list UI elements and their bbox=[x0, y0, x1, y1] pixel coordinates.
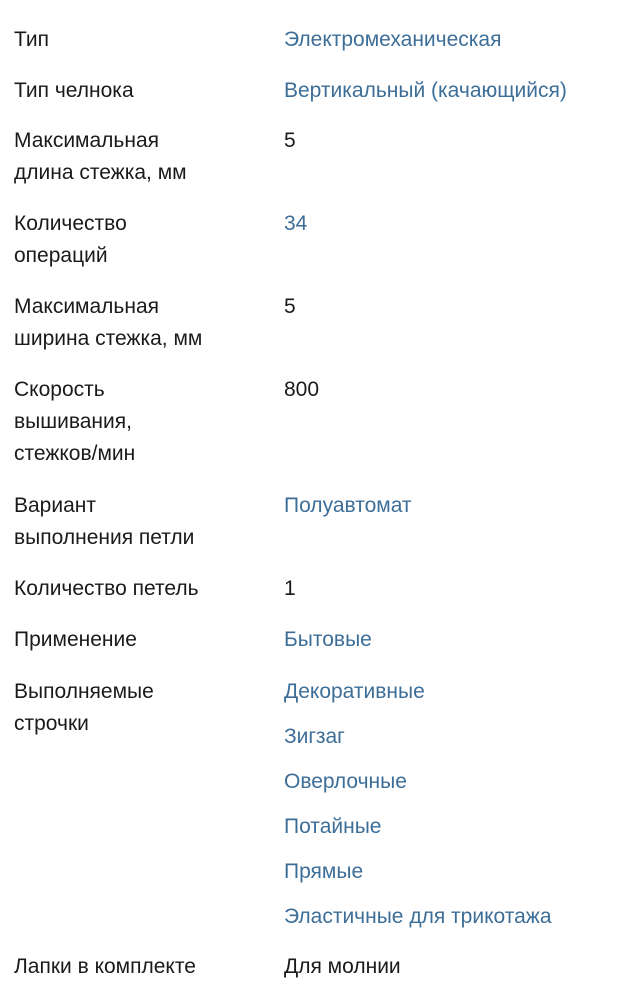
spec-value-link[interactable]: Электромеханическая bbox=[284, 28, 502, 51]
stitch-link[interactable]: Эластичные для трикотажа bbox=[284, 905, 552, 928]
spec-value-link[interactable]: Полуавтомат bbox=[284, 494, 412, 517]
stitch-link[interactable]: Прямые bbox=[284, 860, 364, 883]
spec-value-link[interactable]: Бытовые bbox=[284, 628, 372, 651]
spec-label: Максимальная ширина стежка, мм bbox=[14, 295, 203, 350]
spec-value-link[interactable]: 34 bbox=[284, 212, 308, 235]
spec-value-link[interactable]: Вертикальный (качающийся) bbox=[284, 79, 567, 102]
spec-label: Тип bbox=[14, 28, 50, 51]
stitch-link[interactable]: Декоративные bbox=[284, 680, 425, 703]
spec-label: Количество операций bbox=[14, 212, 127, 267]
spec-value: 800 bbox=[284, 378, 320, 401]
spec-value: 1 bbox=[284, 577, 296, 600]
spec-value: 5 bbox=[284, 295, 296, 318]
spec-label: Количество петель bbox=[14, 577, 199, 600]
spec-label: Лапки в комплекте bbox=[14, 955, 196, 978]
spec-label: Тип челнока bbox=[14, 79, 134, 102]
spec-value: 5 bbox=[284, 129, 296, 152]
spec-value: Для молнии bbox=[284, 955, 401, 978]
spec-label: Скорость вышивания, стежков/мин bbox=[14, 378, 136, 465]
spec-label: Применение bbox=[14, 628, 137, 651]
stitch-link[interactable]: Оверлочные bbox=[284, 770, 407, 793]
stitch-link[interactable]: Зигзаг bbox=[284, 725, 345, 748]
spec-label: Вариант выполнения петли bbox=[14, 494, 195, 549]
stitch-link[interactable]: Потайные bbox=[284, 815, 382, 838]
spec-label: Максимальная длина стежка, мм bbox=[14, 129, 187, 184]
spec-label: Выполняемые строчки bbox=[14, 680, 154, 735]
